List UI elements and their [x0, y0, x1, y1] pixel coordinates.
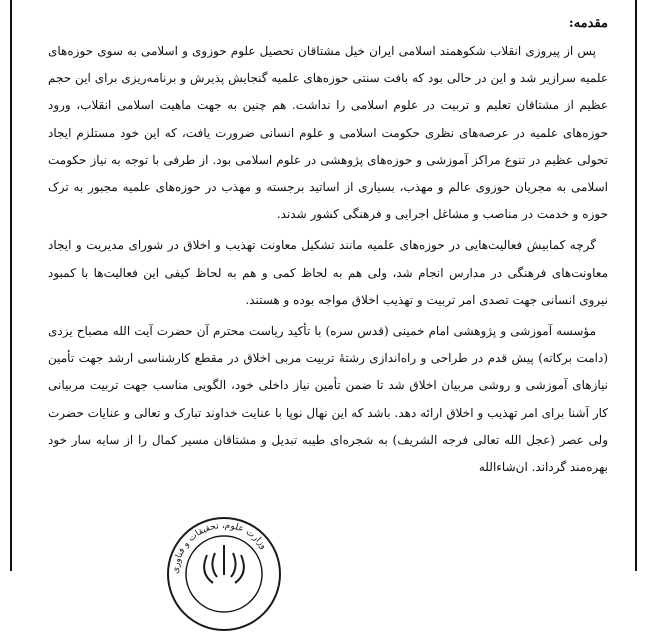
seal-outer-text: وزارت علوم، تحقیقات و فناوری	[170, 520, 269, 575]
document-heading: مقدمه:	[568, 16, 608, 31]
svg-text:وزارت علوم، تحقیقات و فناوری	[171, 521, 269, 574]
paragraph-3: مؤسسه آموزشی و پژوهشی امام خمینی (قدس سره) با تأکید ریاست محترم آن حضرت آیت الله مصباح یزدی (دامت برکاته) پیش قدم در طراحی و راه‌اندازی رشتهٔ تربیت مربی اخلاق در مقطع کارشناسی ارشد جهت تأمین نیازهای آموزشی و روشی مربیان اخلاق شد تا ضمن تأمین نیاز داخلی خود، الگویی مناسب جهت تربیت مربیانی کار آشنا برای امر تهذیب و اخلاق ارائه دهد. باشد که این نهال نوپا با عنایت خداوند تبارک و تعالی و عنایات حضرت ولی عصر (عجل الله تعالی فرجه الشریف) به شجره‌ای طیبه تبدیل و مشتاقان مسیر کمال را از سایه سار خود بهره‌مند گرداند. ان‌شاءالله	[48, 324, 609, 475]
paragraph-2: گرچه کمابیش فعالیت‌هایی در حوزه‌های علمیه مانند تشکیل معاونت تهذیب و اخلاق در شورای مدیریت و ایجاد معاونت‌های فرهنگی در مدارس انجام شد، ولی هم به لحاظ کمی و هم به لحاظ کیفی این فعالیت‌ها با کمبود نیروی انسانی جهت تصدی امر تربیت و تهذیب اخلاق مواجه بوده و هستند.	[48, 238, 609, 307]
iran-emblem-icon	[204, 545, 244, 583]
document-body	[48, 10, 608, 485]
paragraph-1: پس از پیروزی انقلاب شکوهمند اسلامی ایران خیل مشتاقان تحصیل علوم حوزوی و اسلامی به سوی حوزه‌های علمیه سرازیر شد و این در حالی بود که بافت سنتی حوزه‌های علمیه گنجایش پذیرش و برنامه‌ریزی برای این حجم عظیم از مشتاقان تعلیم و تربیت در علوم اسلامی را نداشت. هم چنین به جهت ماهیت اسلامی انقلاب، ورود حوزه‌های علمیه در عرصه‌های نظری حکومت اسلامی و علوم انسانی ضرورت یافت، که این خود مستلزم ایجاد تحولی عظیم در تنوع مراکز آموزشی و حوزه‌های پژوهشی در علوم اسلامی بود. از طرفی با توجه به نیاز حکومت اسلامی به مجریان حوزوی عالم و مهذب، بسیاری از اساتید برجسته و مهذب در حوزه‌های علمیه مجبور به ترک حوزه و خدمت در مناصب و مشاغل اجرایی و فرهنگی کشور شدند.	[48, 44, 608, 222]
ministry-seal	[165, 515, 283, 633]
